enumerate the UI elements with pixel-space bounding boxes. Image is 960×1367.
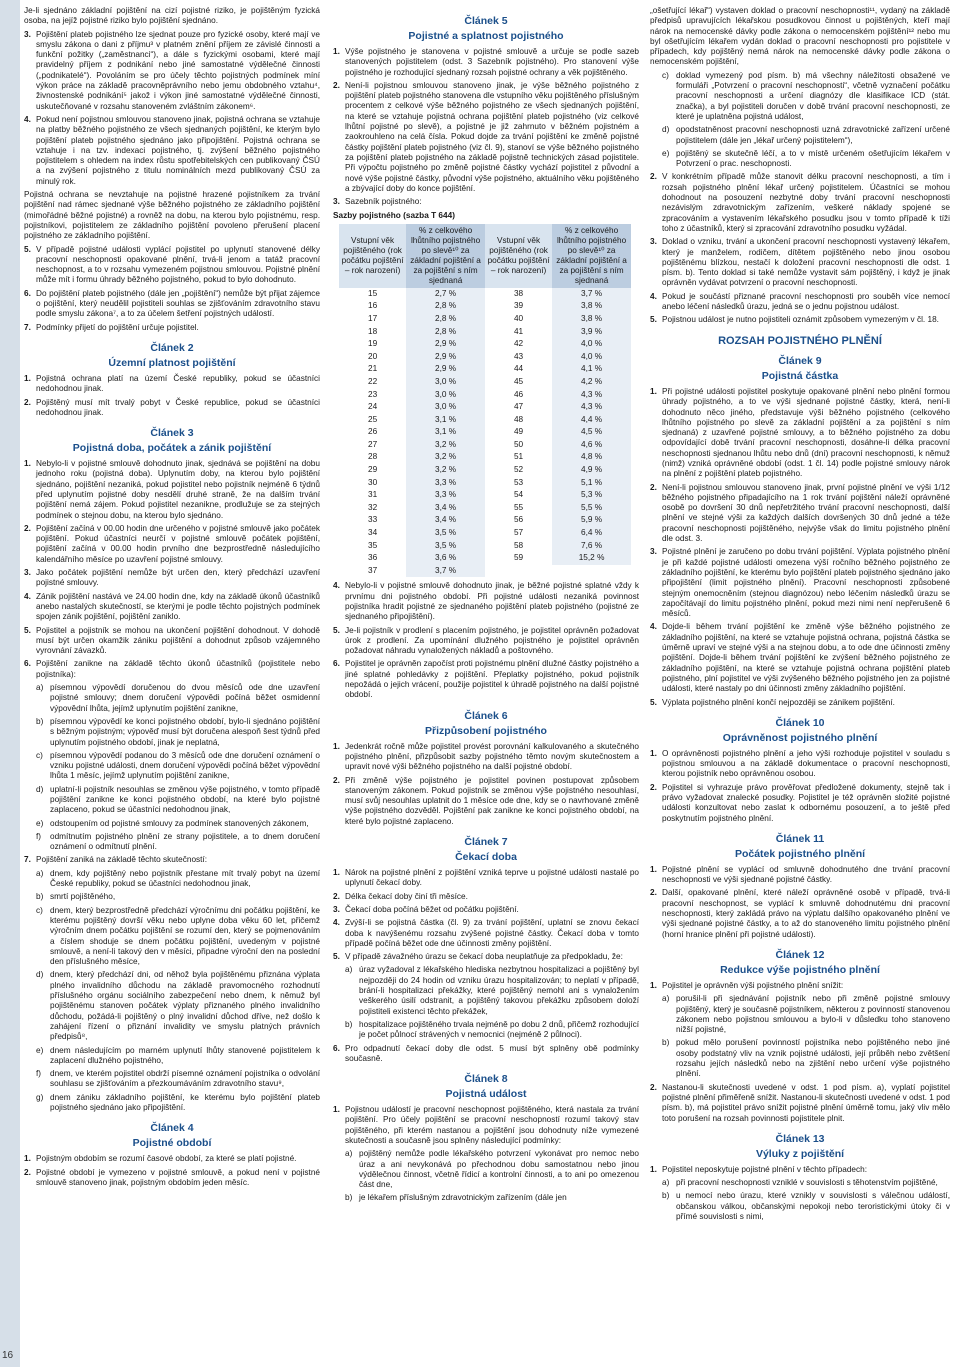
rates-cell: 15 [367,288,378,298]
rates-cell: 39 [513,301,524,311]
numbered-clause: 5. Pojistnou událost je nutno pojistiteli oznámit způsobem vymezeným v čl. 18. [650,315,939,325]
clause-label: 1. [650,386,657,396]
subheading: Sazby pojistného (sazba T 644) [333,211,455,221]
numbered-clause: 1. Pojistným obdobím se rozumí časové období, za které se platí pojistné. [24,1154,297,1164]
numbered-clause: 7. Pojištění zaniká na základě těchto skutečností: [24,855,208,865]
rates-cell: 32 [367,502,378,512]
article-number: Článek 12 [775,948,825,961]
paragraph: Je-li sjednáno základní pojištění na cizí pojistné riziko, je pojištěným fyzická osoba, na jejíž pojistné riziko bylo pojištění sjednáno. [24,6,320,26]
rates-cell: 3,9 % [552,326,631,339]
numbered-clause: 2. Pojistitel si vyhrazuje právo prověřovat předložené dokumenty, stejně tak i právo vyžadovat znalecké posudky. Pojistitel je též oprávněn složité pojistné události konzultovat nebo zaslat k odbornému posouzení, a to ještě před poskytnutím pojistného plnění. [650,782,950,823]
rates-cell: 26 [367,427,378,437]
rates-cell: 25 [367,414,378,424]
numbered-clause: 6. Pro odpadnutí čekací doby dle odst. 5 musí být splněny obě podmínky současně. [333,1043,639,1063]
clause-label: 4. [24,114,31,124]
rates-cell: 5,9 % [552,514,631,527]
numbered-clause: 1. Při pojistné události pojistitel poskytuje opakované plnění nebo plnění formou úhrady pojistného, a to ve výši sjednané pojistné částky, která, není-li dohodnuto něco jiného, představuje výši běžného pojistného (celkového lhůtního pojistného po slevě za základní pojištění a za pojištění s ním sjednaná) z uzavřené pojistné smlouvy, a to běžného pojistného za dobu odpovídající době trvání pracovní neschopnosti, dosáhne-li délka pracovní neschopnosti sjednanou lhůtu nebo dnů (dní) pracovní neschopnosti, k němuž (nimž) vzniká oprávněné období (odst. 1 čl. 14) podle pojistné smlouvy nárok na plnění z pojištění plateb pojistného. [650,386,950,479]
rates-cell: 3,5 % [406,540,485,553]
rates-cell: 33 [367,515,378,525]
sub-clause: e) odstoupením od pojistné smlouvy za podmínek stanovených zákonem, [36,818,309,828]
rates-row [339,376,631,389]
clause-label: a) [36,683,44,693]
rates-row [339,414,631,427]
clause-label: b) [345,1193,353,1203]
clause-label: 1. [650,748,657,758]
numbered-clause: 1. Nárok na pojistné plnění z pojištění vzniká teprve u pojistné události nastalé po uplynutí čekací doby. [333,868,639,888]
rates-cell: 4,3 % [552,389,631,402]
rates-cell: 4,2 % [552,376,631,389]
numbered-clause: 2. Pojistné období je vymezeno v pojistné smlouvě, a pokud není v pojistné smlouvě stanoveno jinak, pojistným obdobím jeden měsíc. [24,1167,320,1187]
article-number: Článek 2 [150,341,194,354]
text-column-left [24,6,320,1191]
clause-label: d) [36,784,44,794]
section-heading: ROZSAH POJISTNÉHO PLNĚNÍ [718,334,882,347]
rates-cell: 56 [513,515,524,525]
clause-label: 6. [333,659,340,669]
clause-label: c) [662,70,669,80]
clause-label: f) [36,831,42,841]
sub-clause: f) odmítnutím pojistného plnění ze strany pojistitele, a to dnem doručení oznámení o odmítnutí plnění. [36,831,320,852]
rates-cell: 4,6 % [552,439,631,452]
article-number: Článek 10 [775,716,825,729]
rates-cell: 3,2 % [406,451,485,464]
article-number: Článek 4 [150,1122,194,1135]
clause-label: 1. [333,1105,340,1115]
numbered-clause: 4. Zvýší-li se pojistná částka (čl. 9) za trvání pojištění, uplatní se znovu čekací doba k navýšenému rozsahu zvýšené pojistné částky. Čekací doba v tomto případě počíná běžet ode dne účinnosti změny pojištění. [333,918,639,948]
article-number: Článek 9 [778,354,822,367]
rates-cell: 3,0 % [406,401,485,414]
rates-cell: 2,7 % [406,288,485,301]
rates-row [339,313,631,326]
rates-cell: 58 [513,540,524,550]
rates-cell: 4,3 % [552,401,631,414]
numbered-clause: 4. Pokud není pojistnou smlouvou stanoveno jinak, pojistná ochrana se vztahuje na platby běžného pojistného ze všech sjednaných pojištění, ke kterým bylo pojištění plateb pojistného sjednáno jako připojištění. Pojistná ochrana se vztahuje i na tzv. indexaci pojistného, tj. zvýšení běžného pojistného pojistitelem s ohledem na index růstu spotřebitelských cen publikovaný ČSÚ a na zvýšení pojistného z titulu nominálních mezd publikovaný ČSÚ za minulý rok. [24,114,320,186]
rates-row [339,489,631,502]
rates-row [339,288,631,301]
rates-cell: 18 [367,326,378,336]
clause-label: 7. [24,855,31,865]
numbered-clause: 3. Pojištění plateb pojistného lze sjednat pouze pro fyzické osoby, které mají ve smyslu zákona o dani z příjmu³ v platném znění příjem ze závislé činnosti a funkční požitky („zaměstnanci“), a dále s fyzickými osobami, které mají pravidelný příjem z podnikání nebo jiné samostatné výdělečné činnosti („podnikatelé“). Povoláním se pro účely těchto pojistných podmínek míní výkon práce na základě pracovněprávního nebo jemu obdobného vztahu⁴, živnostenské podnikání⁵ jakož i výkon jiné samostatné výdělečné činnosti, uskutečňované v rozsahu stanoveném zvláštním zákonem⁶. [24,29,320,111]
rates-row [339,477,631,490]
numbered-clause: 5. Je-li pojistník v prodlení s placením pojistného, je pojistitel oprávněn požadovat úrok z prodlení. Za upomínání dlužného pojistného je pojistitel oprávněn požadovat náhradu vynaložených nákladů a poštovného. [333,625,639,656]
clause-label: 1. [333,868,340,878]
clause-label: e) [36,1045,44,1055]
numbered-clause: 7. Podmínky přijetí do pojištění určuje pojistitel. [24,322,199,332]
rates-cell: 2,9 % [406,351,485,364]
rates-cell: 3,0 % [406,376,485,389]
numbered-clause: 1. Výše pojistného je stanovena v pojistné smlouvě a určuje se podle sazeb stanovených pojistitelem (odst. 3 Sazebník pojistného). Pro stanovení výše pojistného je rozhodující sjednaný rozsah pojistné ochrany a věk pojištěného. [333,47,639,77]
sub-clause: c) písemnou výpovědí podanou do 3 měsíců ode dne doručení oznámení o vzniku pojistné události, dnem doručení výpovědi počíná běžet výpovědní lhůta 1 měsíc, jejímž uplynutím pojištění zanikne, [36,750,320,781]
text-column-right [650,6,950,1225]
rates-cell: 3,3 % [406,489,485,502]
rates-cell: 22 [367,376,378,386]
rates-cell: 47 [513,402,524,412]
article-title: Pojistné období [132,1137,212,1150]
rates-row [339,502,631,515]
numbered-clause: 1. Pojistná ochrana platí na území České republiky, pokud se účastníci nedohodnou jinak. [24,373,320,394]
rates-row [339,464,631,477]
sub-clause: g) dnem zániku základního pojištění, ke kterému bylo pojištění plateb pojistného sjednáno jako připojištění. [36,1092,320,1113]
rates-cell: 19 [367,339,378,349]
numbered-clause: 5. V případě pojistné události vyplácí pojistitel po uplynutí stanovené délky pracovní neschopnosti opakované plnění, trvá-li jenom a tatáž pracovní neschopnost, a to v rozsahu vymezeném pojistnou smlouvou. Pojistné plnění může mít i formu úhrady běžného pojistného, pokud to bylo dohodnuto. [24,244,320,285]
article-number: Článek 8 [464,1073,508,1086]
sub-clause: b) pokud mělo porušení povinností pojistníka nebo pojištěného nebo jiné osoby podstatný vliv na vznik pojistné události, její průběh nebo zvětšení rozsahu jejích následků nebo na zjištění nebo určení výše pojistného plnění. [662,1038,950,1079]
numbered-clause: 3. Doklad o vzniku, trvání a ukončení pracovní neschopnosti vystavený lékařem, který je manželem, rodičem, dítětem pojištěného nebo jinou osobou pojištěnému blízkou, nestačí k doložení pracovní neschopnosti dle odst. 1 písm. b). Tento doklad si také nemůže vystavit sám pojištěný, i když je jinak oprávněn vydávat potvrzení o pracovní neschopnosti. [650,237,950,288]
sub-clause: d) opodstatněnost pracovní neschopnosti uzná zdravotnické zařízení určené pojistitelem (dále jen „lékař určený pojistitelem“), [662,125,950,145]
rates-cell: 59 [513,553,524,563]
rates-cell: 42 [513,339,524,349]
rates-cell: 3,7 % [406,565,485,578]
clause-label: 1. [24,373,31,383]
rates-cell: 53 [513,477,524,487]
article-number: Článek 3 [150,427,194,440]
rates-cell: 15,2 % [552,552,631,565]
rates-cell: 52 [513,465,524,475]
clause-label: 5. [650,315,657,325]
clause-label: 1. [24,459,31,469]
rates-cell: 20 [367,351,378,361]
clause-label: 4. [333,918,340,928]
clause-label: g) [36,1092,44,1102]
numbered-clause: 2. Pojištěný musí mít trvalý pobyt v České republice, pokud se účastníci nedohodnou jinak. [24,397,320,417]
clause-label: 5. [650,697,657,707]
rates-column-header: Vstupní věk pojištěného (rok počátku pojištění – rok narození) [485,224,552,288]
rates-cell: 27 [367,439,378,449]
paragraph: Pojistná ochrana se nevztahuje na pojistné hrazené pojistníkem za trvání pojištění nad rámec sjednané výše běžného pojistného ze základního pojištění (mimořádné běžné pojistné) a rovněž na dobu, na kterou bylo pojistnému, resp. pojistníkovi, pojistitelem ze základního pojištění povoleno přerušení placení pojistného ze základního pojištění. [24,190,320,241]
rates-cell: 4,5 % [552,426,631,439]
clause-label: 4. [333,581,340,591]
numbered-clause: 1. O oprávněnosti pojistného plnění a jeho výši rozhoduje pojistitel v souladu s pojistnou smlouvou a na základě dokumentace o pracovní neschopnosti, kterou pojistník nebo oprávněnou osobou. [650,748,950,779]
article-number: Článek 5 [464,15,508,27]
clause-label: a) [662,1178,670,1188]
sub-clause: a) při pracovní neschopnosti vzniklé v souvislosti s těhotenstvím pojištěné, [662,1178,938,1188]
article-title: Pojistné a splatnost pojistného [408,30,564,42]
rates-cell: 46 [513,389,524,399]
rates-row [339,514,631,527]
article-title: Pojistná částka [761,369,839,382]
clause-label: 5. [333,952,340,962]
sub-clause: b) hospitalizace pojištěného trvala nejméně po dobu 2 dnů, přičemž rozhodující je počet půlnocí strávených v nemocnici (nejméně 2 půlnoci). [345,1019,639,1040]
sub-clause: a) porušil-li při sjednávání pojistník nebo při změně pojistné smlouvy pojištěný, který je současně pojistníkem, některou z povinností stanovenou zákonem nebo pojistnou smlouvou a bylo-li v důsledku toho stanoveno nižší pojistné, [662,994,950,1035]
rates-cell: 7,6 % [552,540,631,553]
rates-row [339,401,631,414]
numbered-clause: 5. Výplata pojistného plnění končí nejpozději se zánikem pojištění. [650,697,895,707]
clause-label: 6. [333,1043,340,1053]
numbered-clause: 2. Další, opakované plnění, které náleží oprávněné osobě v případě, trvá-li pracovní neschopnost, se vyplácí k smluvně dohodnutému dni pracovní neschopnosti, který zakládá právo na výplatu dalšího opakovaného plnění ve výši sjednané pojistné částky, a to až do stanoveného limitu pojistného plnění (horní hranice plnění při pojistné události). [650,888,950,939]
clause-label: 2. [24,397,31,407]
rates-cell: 28 [367,452,378,462]
clause-label: 2. [650,172,657,182]
clause-label: 1. [650,980,657,990]
rates-cell: 3,2 % [406,464,485,477]
sub-clause: a) dnem, kdy pojištěný nebo pojistník přestane mít trvalý pobyt na území České republiky, pokud se účastníci nedohodnou jinak, [36,868,320,889]
rates-cell [552,565,631,578]
clause-label: c) [36,750,43,760]
sub-clause: b) písemnou výpovědí ke konci pojistného období, bylo-li sjednáno pojištění s běžným pojistným; výpověď musí být doručena alespoň šest týdnů před uplynutím pojistného období, jinak je neplatná, [36,716,320,747]
article-title: Pojistná doba, počátek a zánik pojištění [72,442,272,455]
rates-cell: 4,1 % [552,363,631,376]
rates-cell: 2,9 % [406,338,485,351]
clause-label: 3. [650,547,657,557]
numbered-clause: 2. Délka čekací doby činí tři měsíce. [333,891,468,901]
rates-row [339,338,631,351]
sub-clause: d) uplatní-li pojistník nesouhlas se změnou výše pojistného, v tomto případě pojištění zanikne ke konci pojistného období, na které bylo pojistné zaplaceno, pokud se účastníci nedohodnou jinak, [36,784,320,815]
article-title: Počátek pojistného plnění [734,847,866,860]
rates-cell: 5,3 % [552,489,631,502]
rates-cell: 4,8 % [552,451,631,464]
rates-cell: 40 [513,313,524,323]
clause-label: 5. [333,625,340,635]
clause-label: f) [36,1069,42,1079]
sub-clause: a) písemnou výpovědí doručenou do dvou měsíců ode dne uzavření pojistné smlouvy; dnem doručení výpovědi počíná běžet osmidenní výpovědní lhůta, jejímž uplynutím pojištění zanikne, [36,683,320,713]
page-number: 16 [2,1350,14,1361]
sub-clause: b) je lékařem příslušným zdravotnickým zařízením (dále jen [345,1193,567,1203]
numbered-clause: 2. Není-li pojistnou smlouvou stanoveno jinak, je výše běžného pojistného z pojištění plateb pojistného stanovena dle vstupního věku pojištěného příslušným procentem z celkové výše běžného pojistného ze všech sjednaných pojištění, na které se vztahuje pojistná ochrana pojištění plateb pojistného (viz celkové lhůtní pojistné po slevě), a pojistné je již zahrnuto v běžném pojistném a zaokrouhleno na celá čísla. Pokud dojde za trvání pojištění ke změně pojistné částky pojištění plateb pojistného (viz čl. 9), stanoví se výše běžného pojistného za pojištění plateb pojistného na základě pojistně technických zásad pojistitele. Při výpočtu pojistného po změně pojistné částky vychází pojistitel z původní a nové výše pojistné částky, původní výše pojistného, aktuálního věku pojištěného a zbývající doby do konce pojištění. [333,80,639,193]
rates-header-row [339,224,631,288]
clause-label: a) [36,868,44,878]
rates-cell: 48 [513,414,524,424]
numbered-clause: 3. Sazebník pojistného: [333,197,422,207]
page-side-bar [0,0,20,1367]
rates-cell: 3,4 % [406,514,485,527]
rates-cell: 3,1 % [406,414,485,427]
numbered-clause: 2. Při změně výše pojistného je pojistitel povinen postupovat způsobem stanoveným zákonem. Pokud pojistník se změnou výše pojistného nesouhlasí, musí svůj nesouhlas uplatnit do 1 měsíce ode dne, kdy se o navrhované změně výše pojistného dozvěděl. Pojištění pak zanikne ke konci pojistného období, na které bylo pojistné zaplaceno. [333,775,639,826]
clause-label: 4. [650,291,657,301]
rates-cell: 4,9 % [552,464,631,477]
rates-column-header: % z celkového lhůtního pojistného po slevě¹⁰ za základní pojištění a za pojištění s ním sjednaná [406,224,485,288]
rates-cell: 55 [513,502,524,512]
rates-row [339,326,631,339]
clause-label: a) [345,1149,353,1159]
article-title: Přizpůsobení pojistného [425,724,547,737]
rates-cell: 49 [513,427,524,437]
rates-cell: 2,8 % [406,300,485,313]
clause-label: a) [662,994,670,1004]
rates-cell: 3,5 % [406,527,485,540]
numbered-clause: 1. Jedenkrát ročně může pojistitel provést porovnání kalkulovaného a skutečného pojistného plnění, přizpůsobit sazby pojistného těmto novým skutečnostem a upravit nové výši běžného pojistného na další pojistné období. [333,741,639,772]
clause-label: b) [662,1038,670,1048]
clause-label: 1. [650,864,657,874]
rates-row [339,540,631,553]
numbered-clause: 6. Pojistitel je oprávněn započíst proti pojistnému plnění dlužné částky pojistného a jiné splatné pohledávky z pojištění. Přeplatky pojistného, pokud pojistník nepožádá o jejich vrácení, použije pojistitel k úhradě pojistného na další pojistné období. [333,659,639,700]
clause-label: 2. [24,523,31,533]
numbered-clause: 3. Pojistné plnění je zaručeno po dobu trvání pojištění. Výplata pojistného plnění je při každé pojistné události omezena výší ročního běžného pojistného ze základního pojištění, ke kterému bylo pojištění plateb pojistného sjednáno jako připojištění (limit pojistného plnění). Pracovní neschopnosti způsobené stejným onemocněním (stejnou diagnózou) nebo léčením následků úrazu se započítávají do limitu pojistného plnění, pokud mezi nimi není nepřerušeně 6 měsíců. [650,547,950,619]
rates-cell: 45 [513,376,524,386]
rates-cell: 3,7 % [552,288,631,301]
clause-label: b) [345,1019,353,1029]
rates-cell: 3,4 % [406,502,485,515]
rates-cell: 3,8 % [552,300,631,313]
numbered-clause: 1. Pojistitel neposkytuje pojistné plnění v těchto případech: [650,1164,868,1174]
clause-label: 5. [24,625,31,635]
sub-clause: b) u nemocí nebo úrazu, které vznikly v souvislosti s válečnou událostí, občanskou válkou, občanskými nepokoji nebo teroristickými útoky či v přímé souvislosti s nimi, [662,1191,950,1222]
rates-cell: 2,9 % [406,363,485,376]
clause-label: 6. [24,288,31,298]
numbered-clause: 6. Do pojištění plateb pojistného (dále jen „pojištění“) nemůže být přijat zájemce o pojištění, který neudělil pojistiteli souhlas se zjišťováním zdravotního stavu podle smyslu zákona⁷, a to za účelem šetření pojistných událostí. [24,288,320,319]
clause-label: a) [345,965,353,975]
numbered-clause: 6. Pojištění zanikne na základě těchto úkonů účastníků (pojistitele nebo pojistníka): [24,659,320,679]
numbered-clause: 2. Pojištění začíná v 00.00 hodin dne určeného v pojistné smlouvě jako počátek pojištění. Pokud účastníci neurčí v pojistné smlouvě počátek pojištění, pojištění začíná v 00.00 hodin prvního dne bezprostředně následujícího kalendářního měsíce po uzavření pojistné smlouvy. [24,523,320,564]
sub-clause: a) úraz vyžadoval z lékařského hlediska nezbytnou hospitalizaci a pojištěný byl nejpozději do 24 hodin od vzniku úrazu hospitalizován; to neplatí v případě, brání-li hospitalizaci překážky, které pojištěný nemohl ani s vynaložením veškerého úsilí odstranit, a pojištěný takovou překážku způsobem doloží pojistiteli existenci těchto překážek, [345,965,639,1016]
rates-cell [485,565,552,578]
numbered-clause: 4. Nebylo-li v pojistné smlouvě dohodnuto jinak, je běžné pojistné splatné vždy k prvnímu dni pojistného období. Při pojistné události nezaniká povinnost pojistníka hradit pojistné ze sjednaného pojištění plateb pojistného (pojistné ze sjednaného připojištění). [333,581,639,622]
numbered-clause: 1. Nebylo-li v pojistné smlouvě dohodnuto jinak, sjednává se pojištění na dobu jednoho roku (pojistná doba). Uplynutím doby, na kterou bylo pojištění sjednáno, pojištění nezaniká, pokud pojistitel nebo pojistník nejméně 6 týdnů před uplynutím pojistné doby nesdělí druhé straně, že na dalším trvání pojištění nemá zájem. Pokud pojistitel nezanikne, prodlužuje se za stejných podmínek o stejnou dobu, na kterou bylo sjednáno. [24,459,320,520]
rates-cell: 37 [367,565,378,575]
rates-cell: 4,0 % [552,351,631,364]
rates-column-header: Vstupní věk pojištěného (rok počátku pojištění – rok narození) [339,224,406,288]
rates-cell: 3,2 % [406,439,485,452]
clause-label: d) [36,970,44,980]
clause-label: 7. [24,322,31,332]
article-title: Výluky z pojištění [755,1147,845,1160]
rates-cell: 41 [513,326,524,336]
rates-cell: 29 [367,465,378,475]
article-title: Čekací doba [455,851,517,864]
article-title: Redukce výše pojistného plnění [720,963,880,976]
rates-cell: 34 [367,528,378,538]
rates-cell: 16 [367,301,378,311]
article-number: Článek 11 [775,832,825,845]
clause-label: e) [662,148,670,158]
rates-cell: 5,1 % [552,477,631,490]
sub-clause: c) doklad vymezený pod písm. b) má všechny náležitosti obsažené ve formuláři „Potvrzení o pracovní neschopnosti“, včetně vyznačení počátku pracovní neschopnosti a určení diagnózy dle klasifikace ICD (stát. značka), a byl pojistiteli doručen v době trvání pracovní neschopnosti, ze které je uplatněna pojistná událost, [662,70,950,121]
rates-row [339,565,631,578]
rates-cell: 24 [367,402,378,412]
sub-clause: f) dnem, ve kterém pojistitel obdrží písemné oznámení pojistníka o odvolání souhlasu se zjišťováním a přezkoumáváním zdravotního stavu⁹, [36,1069,320,1089]
numbered-clause: 4. Dojde-li během trvání pojištění ke změně výše běžného pojistného ze základního pojištění, na které se vztahuje pojistná ochrana, pojistná částka se úměrně upraví ve stejné výši a na stejnou dobu, a to ode dne účinnosti změny pojištění. Dojde-li během trvání pojištění ke zvýšení běžného pojistného ze základního pojištění, na které se vztahuje pojistná ochrana pojištění plateb pojistného, plní pojistitel ve výši zvýšeného běžného pojistného jen za pojistné události, které nastaly po dni účinnosti změny základního pojištění. [650,622,950,694]
clause-label: 2. [650,888,657,898]
rates-cell: 4,4 % [552,414,631,427]
rates-column-header: % z celkového lhůtního pojistného po slevě¹⁰ za základní pojištění a za pojištění s ním sjednaná [552,224,631,288]
sub-clause: b) smrtí pojištěného, [36,892,116,902]
clause-label: 3. [333,904,340,914]
sub-clause: d) dnem, který předchází dni, od něhož byla pojištěnému přiznána výplata plného invalidního důchodu na základě pravomocného rozhodnutí příslušného orgánu sociálního zabezpečení nebo dnem, k němuž byl pojištěnému stanoven počátek výplaty přiznaného plného invalidního důchodu, požádá-li pojištěný o plný invalidní důchod dříve, než došlo k zahájení řízení o přiznání invalidity ve smyslu platných právních předpisů⁸, [36,970,320,1042]
numbered-clause: 5. V případě závažného úrazu se čekací doba neuplatňuje za předpokladu, že: [333,952,623,962]
article-number: Článek 6 [464,709,508,722]
rates-cell: 30 [367,477,378,487]
rates-cell: 2,8 % [406,326,485,339]
clause-label: 1. [333,47,340,56]
clause-label: 2. [650,1082,657,1092]
rates-cell: 57 [513,528,524,538]
numbered-clause: 3. Čekací doba počíná běžet od počátku pojištění. [333,904,519,914]
sub-clause: e) pojištěný se skutečně léčí, a to v místě určeném ošetřujícím lékařem v Potvrzení o prac. neschopnosti. [662,148,950,169]
clause-label: 1. [24,1154,31,1164]
numbered-clause: 2. Nastanou-li skutečnosti uvedené v odst. 1 pod písm. a), vyplatí pojistitel pojistné plnění přiměřeně snížit. Nastanou-li skutečnosti uvedené v odst. 1 pod písm. b), má pojistitel právo snížit pojistné plnění úměrně tomu, jaký vliv mělo toto porušení na rozsah povinnosti pojistitele plnit. [650,1082,950,1123]
clause-label: 5. [24,244,31,254]
rates-row [339,300,631,313]
clause-label: 4. [24,591,31,601]
numbered-clause: 1. Pojistnou událostí je pracovní neschopnost pojištěného, která nastala za trvání pojištění. Pro účely pojištění se pracovní neschopností rozumí takový stav pojištěného, při kterém nastanou a pojištění jsou dohodnuty níže vymezené skutečnosti a současně jsou splněny následující podmínky: [333,1105,639,1145]
rates-cell: 23 [367,389,378,399]
clause-label: 2. [333,80,340,90]
rates-row [339,389,631,402]
sub-clause: e) dnem následujícím po marném uplynutí lhůty stanovené pojistitelem k zaplacení dlužného pojistného, [36,1045,320,1065]
paragraph: „ošetřující lékař“) vystaven doklad o pracovní neschopnosti¹¹, vydaný na základě předpisů upravujících lékařskou posudkovou činnost u pojištěných, kteří mají nárok na nemocenské dávky podle zákona o nemocenském pojištění¹² nebo mu byl ošetřujícím lékařem vydán doklad o pracovní neschopnosti pro pojistitele v případech, kdy pojištěný nemá nárok na nemocenské dávky podle zákona o nemocenském pojištění, [650,6,950,67]
rates-row [339,351,631,364]
rates-table [339,224,631,578]
numbered-clause: 3. Jako počátek pojištění nemůže být určen den, který předchází uzavření pojistné smlouvy. [24,568,320,588]
rates-cell: 3,3 % [406,477,485,490]
clause-label: d) [662,125,670,135]
numbered-clause: 2. Není-li pojistnou smlouvou stanoveno jinak, první pojistné plnění ve výši 1/12 běžného pojistného připadajícího na 1 rok trvání pojištění náleží oprávněné osobě po dovršení 30 dnů nepřetržitého trvání pracovní neschopnosti, další plnění ve stejné výši za každých dalších dovršených 30 dnů jedné a téže pracovní neschopnosti pojištěného, nejvýše však do limitu pojistného plnění dle odst. 3. [650,482,950,544]
rates-cell: 38 [513,288,524,298]
clause-label: b) [662,1191,670,1201]
rates-cell: 2,8 % [406,313,485,326]
rates-row [339,426,631,439]
article-number: Článek 7 [464,836,508,849]
numbered-clause: 5. Pojistitel a pojistník se mohou na ukončení pojištění dohodnout. V dohodě musí být určen okamžik zániku pojištění a dohodnut způsob vzájemného vyrovnání závazků. [24,625,320,656]
article-title: Oprávněnost pojistného plnění [722,731,878,744]
clause-label: 2. [24,1167,31,1177]
text-column-middle [333,6,639,1207]
rates-cell: 21 [367,364,378,374]
numbered-clause: 2. V konkrétním případě může stanovit délku pracovní neschopnosti, a tím i rozsah pojistného plnění lékař určený pojistitelem. Účastníci se mohou dohodnout na posouzení nezbytné doby trvání pracovní neschopnosti nezávislým zdravotnickým zařízením, veškeré náklady spojené se zpracováním a vystavením lékařského posudku jsou v tomto případě k tíži toho z účastníků, který si zpracování zdravotního posudku vyžádal. [650,172,950,233]
numbered-clause: 1. Pojistné plnění se vyplácí od smluvně dohodnutého dne trvání pracovní neschopnosti ve výši sjednané pojistné částky. [650,864,950,885]
rates-row [339,451,631,464]
clause-label: 3. [24,568,31,578]
clause-label: 2. [650,482,657,492]
rates-cell: 31 [367,490,378,500]
clause-label: 2. [650,782,657,792]
rates-cell: 3,0 % [406,389,485,402]
rates-cell: 51 [513,452,524,462]
clause-label: 3. [24,29,31,39]
clause-label: 2. [333,775,340,785]
rates-cell: 17 [367,313,378,323]
clause-label: 6. [24,659,31,669]
clause-label: c) [36,905,43,915]
clause-label: 4. [650,622,657,632]
clause-label: 1. [650,1164,657,1174]
clause-label: e) [36,818,44,828]
clause-label: 3. [650,237,657,247]
rates-cell: 3,8 % [552,313,631,326]
clause-label: 3. [333,197,340,207]
clause-label: b) [36,892,44,902]
numbered-clause: 4. Pokud je součástí přiznané pracovní neschopnosti pro souběh více nemocí anebo léčení následků úrazu, jedná se o jednu pojistnou událost. [650,291,950,312]
rates-cell: 4,0 % [552,338,631,351]
rates-row [339,439,631,452]
rates-row [339,363,631,376]
rates-cell: 54 [513,490,524,500]
rates-row [339,552,631,565]
rates-cell: 5,5 % [552,502,631,515]
rates-cell: 43 [513,351,524,361]
article-number: Článek 13 [775,1132,825,1145]
rates-cell: 50 [513,439,524,449]
rates-row [339,527,631,540]
rates-cell: 3,6 % [406,552,485,565]
rates-cell: 35 [367,540,378,550]
article-title: Pojistná událost [445,1088,527,1101]
rates-cell: 6,4 % [552,527,631,540]
article-title: Územní platnost pojištění [108,356,236,369]
clause-label: 1. [333,741,340,751]
clause-label: b) [36,716,44,726]
clause-label: 2. [333,891,340,901]
rates-cell: 36 [367,553,378,563]
sub-clause: a) pojištěný nemůže podle lékařského potvrzení vykonávat pro nemoc nebo úraz a ani nevykonává po přechodnou dobu samostatnou nebo jinou výdělečnou činnost, včetně řídicí a kontrolní činnosti, a to ani po omezenou část dne, [345,1149,639,1190]
rates-cell: 3,1 % [406,426,485,439]
sub-clause: c) dnem, který bezprostředně předchází výročnímu dni počátku pojištění, ke kterému pojištěný dovrší věku nebo uplyne doba věku 60 let, přičemž výročním dnem počátku pojištění se rozumí den, který se pojmenováním a číslem shoduje se dnem počátku pojištění, uvedeným v pojistné smlouvě, a není-li takový den v měsíci, připadne výroční den na poslední den příslušného měsíce, [36,905,320,967]
numbered-clause: 4. Zánik pojištění nastává ve 24.00 hodin dne, kdy na základě úkonů účastníků anebo nastalých skutečností, se kterými je podle těchto pojistných podmínek spojen zánik pojištění, pojištění zaniklo. [24,591,320,622]
rates-cell: 44 [513,364,524,374]
numbered-clause: 1. Pojistitel je oprávněn výši pojistného plnění snížit: [650,980,844,990]
